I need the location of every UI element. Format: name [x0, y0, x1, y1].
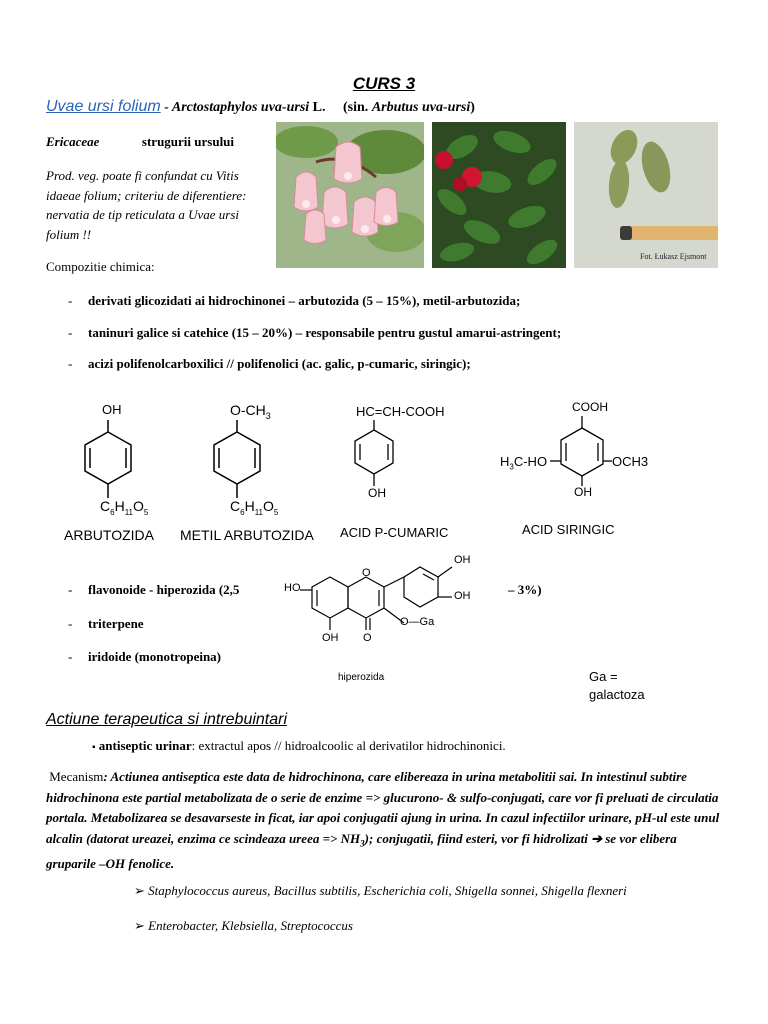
list-item: - acizi polifenolcarboxilici // polifenolici (ac. galic, p-cumaric, siringic); — [68, 356, 471, 371]
list-item: - iridoide (monotropeina) — [68, 649, 222, 664]
section-heading: Actiune terapeutica si intrebuintari — [46, 711, 288, 728]
structure-arbutozida: OH $C_6H_{11}O_5$ ARBUTOZIDA — [64, 402, 154, 543]
synonym-name: Arbutus uva-ursi — [371, 100, 471, 115]
synonym-open: (sin. — [343, 100, 372, 115]
list-item: - flavonoide - hiperozida (2,5 — [68, 582, 240, 597]
structure-metil-arbutozida: $O-CH_3$ $C_6H_{11}O_5$ METIL ARBUTOZIDA — [180, 402, 314, 543]
synonym-close: ) — [470, 100, 475, 115]
drug-name: Uvae ursi folium — [46, 98, 161, 115]
berries-photo — [432, 122, 566, 268]
bacteria-list: ➢ Staphylococcus aureus, Bacillus subtilis, Escherichia coli, Shigella sonnei, Shigella flexneri — [134, 883, 627, 898]
flower-photo — [276, 122, 424, 268]
common-name: strugurii ursului — [141, 134, 235, 149]
family-name: Ericaceae — [46, 134, 100, 149]
list-item: - triterpene — [68, 616, 144, 631]
structure-acid-siringic: COOH $H_3C-HO$ OCH3 OH ACID SIRINGIC — [500, 400, 649, 537]
flavonoid-percent-tail: – 3%) — [508, 582, 542, 597]
composition-heading: Compozitie chimica: — [46, 259, 155, 274]
confusion-note: Prod. veg. poate fi confundat cu Vitis idaeae folium; criteriu de diferentiere: nervatia de tip reticulata a Uvae ursi folium !! — [46, 168, 247, 242]
galactose-note: Ga = galactoza — [589, 669, 645, 702]
antiseptic-item: ▪ antiseptic urinar: extractul apos // hidroalcoolic al derivatilor hidrochinonici. — [92, 738, 506, 753]
bacteria-list: ➢ Enterobacter, Klebsiella, Streptococcus — [134, 918, 353, 933]
dried-leaves-photo — [574, 122, 718, 268]
author: L. — [309, 100, 326, 115]
structure-hiperozida: HO O OH OH O—Ga OH O hiperozida — [284, 554, 471, 683]
list-item: - taninuri galice si catehice (15 – 20%) – responsabile pentru gustul amarui-astringent; — [68, 325, 562, 340]
structure-acid-p-cumaric: HC=CH-COOH OH ACID P-CUMARIC — [340, 404, 449, 540]
photo-credit: Fot. Łukasz Ejsmont — [640, 252, 707, 261]
page-title: CURS 3 — [352, 74, 416, 93]
dash: - — [160, 100, 172, 115]
family-row — [46, 134, 234, 150]
species-name: Arctostaphylos uva-ursi — [171, 100, 310, 115]
drug-header — [46, 98, 475, 116]
list-item: - derivati glicozidati ai hidrochinonei – arbutozida (5 – 15%), metil-arbutozida; — [68, 293, 521, 308]
mechanism-paragraph: Mecanism: Actiunea antiseptica este data de hidrochinona, care elibereaza in urina metabolitii sai. In intestinul subtire hidrochinona este partial metabolizata de o serie de enzime => glucurono- & sulfo-conjugati, care vor fi preluati de circulatia portala. Metabolizarea se desavarseste in ficat, iar apoi conjugatii ajung in urina. In cazul infectiilor urinare, pH-ul este unul alcalin (datorat ureazei, enzima ce scindeaza ureea => $NH_3$); conjugatii, fiind esteri, vor fi hidrolizati ➔ se vor elibera gruparile –OH fenolice. — [46, 769, 720, 871]
